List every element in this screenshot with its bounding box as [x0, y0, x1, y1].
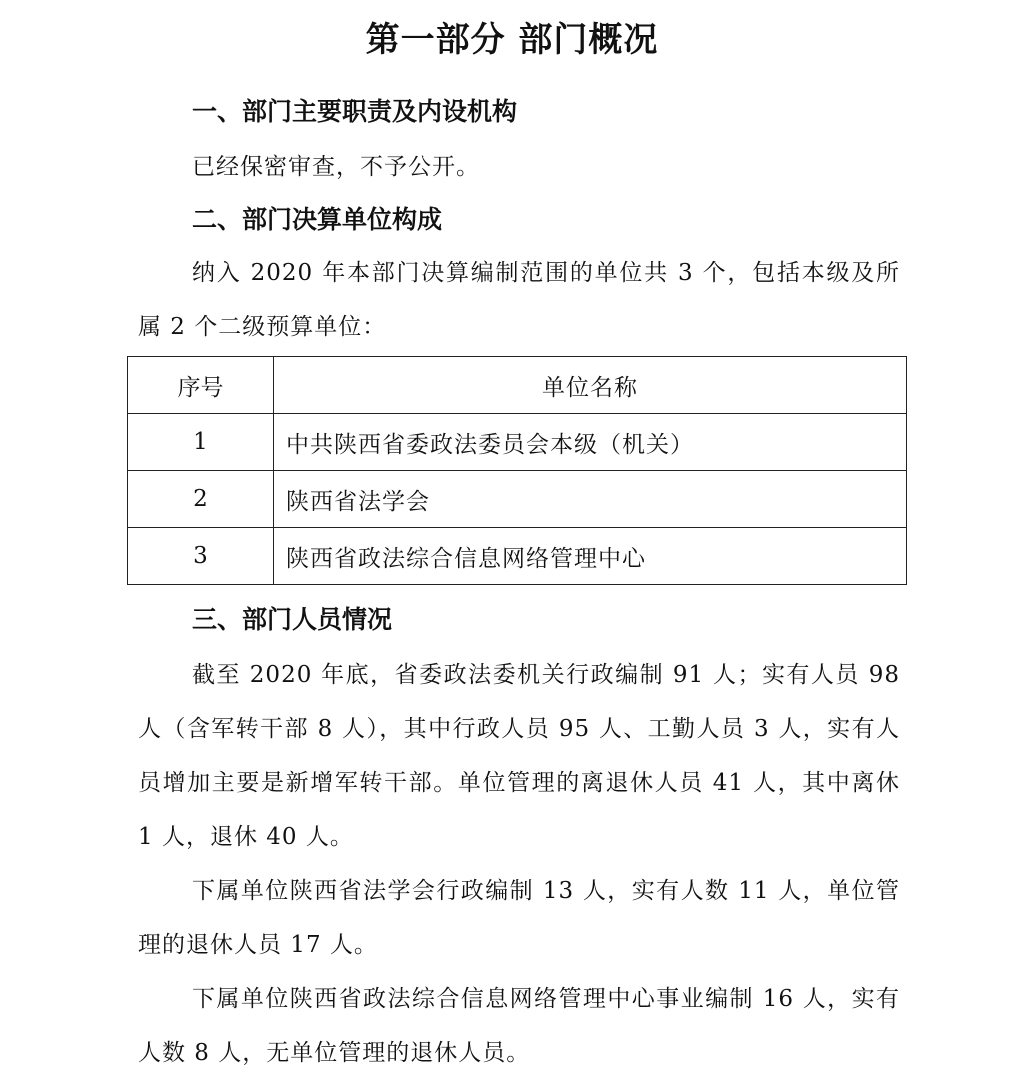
section-3-paragraph-3: 下属单位陕西省政法综合信息网络管理中心事业编制 16 人，实有人数 8 人，无单位管理的退休人员。 — [138, 986, 900, 1066]
section-2-body: 纳入 2020 年本部门决算编制范围的单位共 3 个，包括本级及所属 2 个二级预算单位： — [138, 260, 900, 340]
row-no: 1 — [128, 414, 274, 471]
row-unit-name: 陕西省政法综合信息网络管理中心 — [274, 528, 907, 585]
column-header-no: 序号 — [128, 357, 274, 414]
row-no: 2 — [128, 471, 274, 528]
table-row — [128, 528, 907, 585]
column-header-name: 单位名称 — [274, 357, 907, 414]
section-2-heading: 二、部门决算单位构成 — [192, 205, 443, 234]
unit-table — [127, 356, 907, 585]
row-unit-name: 中共陕西省委政法委员会本级（机关） — [274, 414, 907, 471]
section-3-paragraph-2: 下属单位陕西省法学会行政编制 13 人，实有人数 11 人，单位管理的退休人员 17 人。 — [138, 878, 900, 958]
section-1-heading: 一、部门主要职责及内设机构 — [192, 97, 518, 126]
section-3-heading: 三、部门人员情况 — [192, 605, 393, 634]
table-row — [128, 414, 907, 471]
page-title: 第一部分 部门概况 — [365, 20, 659, 60]
table-header-row — [128, 357, 907, 414]
section-3-paragraph-1: 截至 2020 年底，省委政法委机关行政编制 91 人；实有人员 98 人（含军转干部 8 人），其中行政人员 95 人、工勤人员 3 人，实有人员增加主要是新增军转干部。单位管理的离退休人员 41 人，其中离休 1 人，退休 40 人。 — [138, 662, 900, 850]
section-1-body: 已经保密审查，不予公开。 — [192, 154, 480, 180]
table-row — [128, 471, 907, 528]
row-unit-name: 陕西省法学会 — [274, 471, 907, 528]
row-no: 3 — [128, 528, 274, 585]
